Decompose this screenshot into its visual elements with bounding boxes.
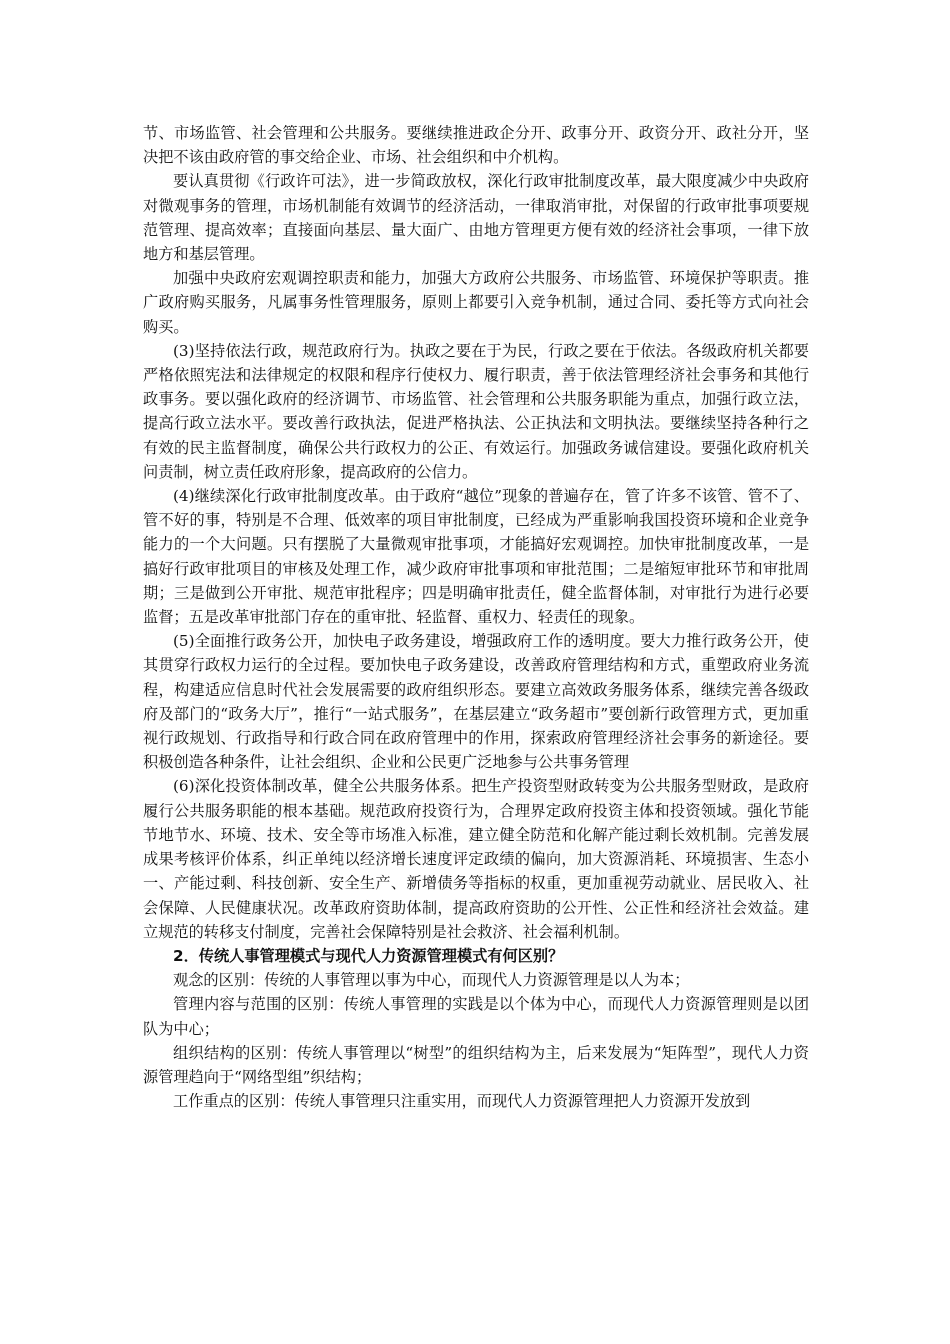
answer-paragraph-scope: 管理内容与范围的区别：传统人事管理的实践是以个体为中心，而现代人力资源管理则是以团队为中心； (143, 995, 809, 1038)
body-paragraph-approval-reform: (4)继续深化行政审批制度改革。由于政府“越位”现象的普遍存在，管了许多不该管、管不了、管不好的事，特别是不合理、低效率的项目审批制度，已经成为严重影响我国投资环境和企业竞争能力的一个大问题。只有摆脱了大量微观审批事项，才能搞好宏观调控。加快审批制度改革，一是搞好行政审批项目的审核及处理工作，减少政府审批事项和审批范围；二是缩短审批环节和审批周期；三是做到公开审批、规范审批程序；四是明确审批责任，健全监督体制，对审批行为进行必要监督；五是改革审批部门存在的重审批、轻监督、重权力、轻责任的现象。 (143, 487, 809, 627)
body-paragraph-investment-reform: (6)深化投资体制改革，健全公共服务体系。把生产投资型财政转变为公共服务型财政，是政府履行公共服务职能的根本基础。规范政府投资行为，合理界定政府投资主体和投资领域。强化节能节地节水、环境、技术、安全等市场准入标准，建立健全防范和化解产能过剩长效机制。完善发展成果考核评价体系，纠正单纯以经济增长速度评定政绩的偏向，加大资源消耗、环境损害、生态小一、产能过剩、科技创新、安全生产、新增债务等指标的权重，更加重视劳动就业、居民收入、社会保障、人民健康状况。改革政府资助体制，提高政府资助的公开性、公正性和经济社会效益。建立规范的转移支付制度，完善社会保障特别是社会救济、社会福利机制。 (143, 777, 809, 941)
answer-paragraph-concept: 观念的区别：传统的人事管理以事为中心，而现代人力资源管理是以人为本； (173, 971, 690, 990)
body-paragraph-macro-control: 加强中央政府宏观调控职责和能力，加强大方政府公共服务、市场监管、环境保护等职责。推广政府购买服务，凡属事务性管理服务，原则上都要引入竞争机制，通过合同、委托等方式向社会购买。 (143, 269, 809, 336)
body-paragraph-rule-of-law: (3)坚持依法行政，规范政府行为。执政之要在于为民，行政之要在于依法。各级政府机关都要严格依照宪法和法律规定的权限和程序行使权力、履行职责，善于依法管理经济社会事务和其他行政事务。要以强化政府的经济调节、市场监管、社会管理和公共服务职能为重点，加强行政立法，提高行政立法水平。要改善行政执法，促进严格执法、公正执法和文明执法。要继续坚持各种行之有效的民主监督制度，确保公共行政权力的公正、有效运行。加强政务诚信建设。要强化政府机关问责制，树立责任政府形象，提高政府的公信力。 (143, 341, 809, 481)
body-paragraph-administrative-permit: 要认真贯彻《行政许可法》，进一步简政放权，深化行政审批制度改革，最大限度减少中央政府对微观事务的管理，市场机制能有效调节的经济活动，一律取消审批，对保留的行政审批事项要规范管理、提高效率；直接面向基层、量大面广、由地方管理更方便有效的经济社会事项，一律下放地方和基层管理。 (143, 172, 809, 264)
body-paragraph-continued: 节、市场监管、社会管理和公共服务。要继续推进政企分开、政事分开、政资分开、政社分开，坚决把不该由政府管的事交给企业、市场、社会组织和中介机构。 (143, 124, 809, 167)
document-page (143, 121, 809, 1113)
answer-paragraph-structure: 组织结构的区别：传统人事管理以“树型”的组织结构为主，后来发展为“矩阵型”，现代人力资源管理趋向于“网络型组”织结构； (143, 1043, 809, 1086)
question-heading: 2．传统人事管理模式与现代人力资源管理模式有何区别？ (173, 946, 564, 965)
body-paragraph-e-government: (5)全面推行政务公开，加快电子政务建设，增强政府工作的透明度。要大力推行政务公开，使其贯穿行政权力运行的全过程。要加快电子政务建设，改善政府管理结构和方式，重塑政府业务流程，构建适应信息时代社会发展需要的政府组织形态。要建立高效政务服务体系，继续完善各级政府及部门的“政务大厅”，推行“一站式服务”，在基层建立“政务超市”要创新行政管理方式，更加重视行政规划、行政指导和行政合同在政府管理中的作用，探索政府管理经济社会事务的新途径。要积极创造各种条件，让社会组织、企业和公民更广泛地参与公共事务管理 (143, 632, 809, 772)
answer-paragraph-focus: 工作重点的区别：传统人事管理只注重实用，而现代人力资源管理把人力资源开发放到 (173, 1092, 751, 1111)
